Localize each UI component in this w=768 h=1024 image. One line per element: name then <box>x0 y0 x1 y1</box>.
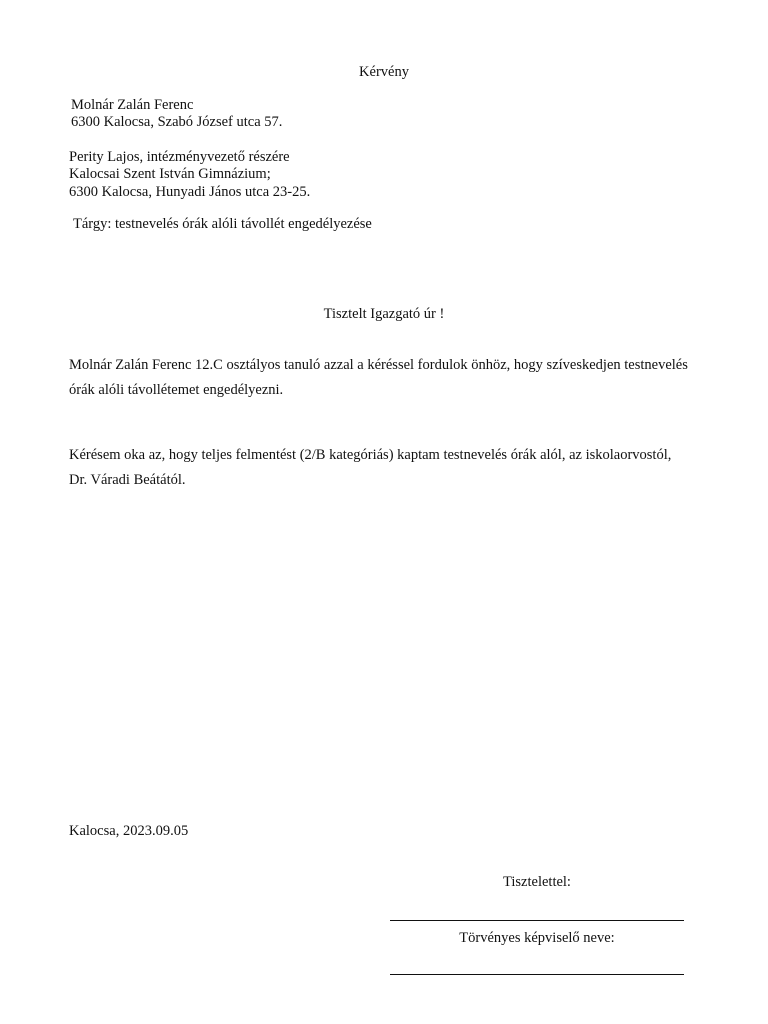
body-paragraph-reason: Kérésem oka az, hogy teljes felmentést (2/B kategóriás) kaptam testnevelés órák alól, az iskolaorvostól, Dr. Váradi Beátától. <box>69 447 672 488</box>
salutation: Tisztelt Igazgató úr ! <box>323 306 445 322</box>
recipient-institution: Kalocsai Szent István Gimnázium; <box>69 166 271 183</box>
sender-name: Molnár Zalán Ferenc <box>71 97 194 113</box>
name-line <box>390 974 684 975</box>
body-paragraph-request: Molnár Zalán Ferenc 12.C osztályos tanuló azzal a kéréssel fordulok önhöz, hogy szíveskedjen testnevelés órák alóli távollétemet engedélyezni. <box>69 357 688 398</box>
document-title: Kérvény <box>359 64 409 80</box>
recipient-name: Perity Lajos, intézményvezető részére <box>69 149 290 165</box>
signature-label: Törvényes képviselő neve: <box>459 930 615 946</box>
place-date: Kalocsa, 2023.09.05 <box>69 823 189 839</box>
recipient-block <box>69 149 310 201</box>
sender-block <box>71 97 282 132</box>
closing: Tisztelettel: <box>503 874 571 890</box>
sender-address: 6300 Kalocsa, Szabó József utca 57. <box>71 114 283 131</box>
subject-line: Tárgy: testnevelés órák alóli távollét engedélyezése <box>73 216 372 232</box>
recipient-address: 6300 Kalocsa, Hunyadi János utca 23-25. <box>69 183 311 200</box>
signature-line <box>390 920 684 921</box>
